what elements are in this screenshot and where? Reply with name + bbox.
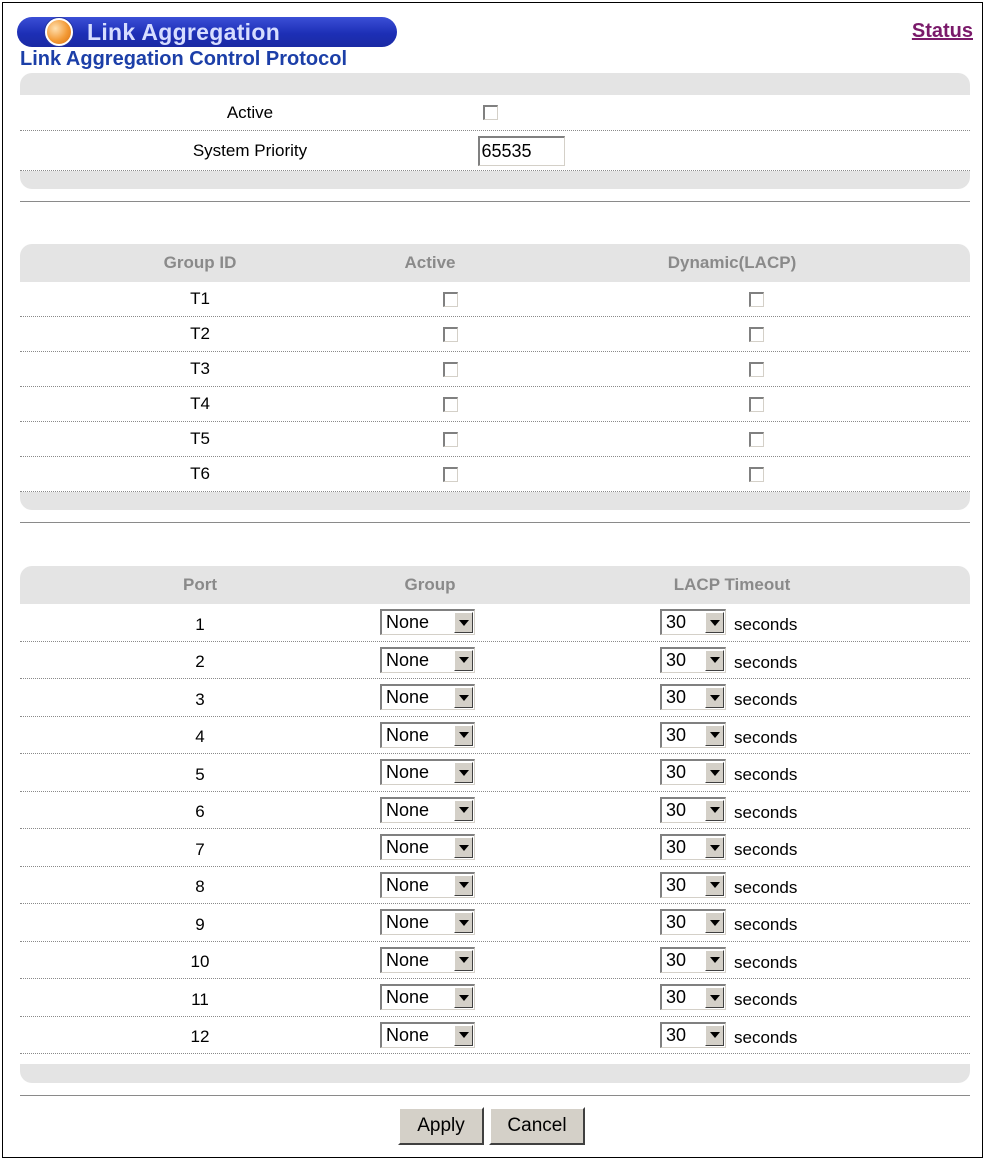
timeout-select-value: 30 — [666, 799, 687, 820]
group-select[interactable] — [380, 609, 475, 635]
dropdown-arrow-icon[interactable] — [705, 762, 724, 783]
timeout-unit: seconds — [734, 652, 798, 672]
timeout-select-value: 30 — [666, 612, 687, 632]
port-number: 12 — [190, 1027, 210, 1047]
port-row — [20, 904, 970, 942]
group-row — [20, 317, 970, 352]
timeout-unit: seconds — [734, 1027, 798, 1047]
timeout-select[interactable] — [660, 984, 726, 1010]
col-group: Group — [404, 575, 456, 594]
dropdown-arrow-icon[interactable] — [454, 725, 473, 746]
group-select-value: None — [386, 837, 430, 857]
port-number: 4 — [195, 727, 205, 747]
group-row — [20, 457, 970, 492]
timeout-select-value: 30 — [666, 649, 687, 670]
timeout-unit: seconds — [734, 990, 798, 1010]
dropdown-arrow-icon[interactable] — [454, 912, 473, 933]
dropdown-arrow-icon[interactable] — [705, 837, 724, 858]
dropdown-arrow-icon[interactable] — [705, 650, 724, 671]
group-select[interactable] — [380, 759, 475, 785]
port-number: 11 — [191, 989, 209, 1009]
port-number: 2 — [195, 652, 205, 672]
active-row — [20, 95, 970, 131]
timeout-select[interactable] — [660, 759, 726, 785]
col-lacp-timeout: LACP Timeout — [673, 575, 791, 594]
timeout-select-value: 30 — [666, 874, 687, 895]
timeout-select-value: 30 — [666, 724, 687, 745]
port-number: 3 — [195, 689, 205, 709]
group-select[interactable] — [380, 834, 475, 860]
group-lacp-checkbox[interactable] — [749, 292, 764, 307]
group-select[interactable] — [380, 684, 475, 710]
timeout-select-value: 30 — [666, 687, 687, 707]
group-id: T3 — [190, 359, 210, 378]
separator-3 — [20, 1095, 970, 1096]
timeout-select[interactable] — [660, 947, 726, 973]
port-number: 9 — [195, 914, 205, 934]
system-priority-row — [20, 131, 970, 171]
page-subtitle: Link Aggregation Control Protocol — [20, 48, 348, 70]
timeout-select[interactable] — [660, 647, 726, 673]
system-settings-panel — [20, 73, 970, 189]
dropdown-arrow-icon[interactable] — [705, 912, 724, 933]
timeout-select-value: 30 — [666, 762, 687, 782]
timeout-unit: seconds — [734, 915, 798, 935]
dropdown-arrow-icon[interactable] — [705, 987, 724, 1008]
port-number: 1 — [195, 614, 205, 634]
group-select-value: None — [386, 687, 430, 707]
col-active: Active — [404, 253, 456, 272]
section-title-banner — [17, 17, 397, 47]
separator-1 — [20, 201, 970, 202]
group-row — [20, 387, 970, 422]
dropdown-arrow-icon[interactable] — [454, 762, 473, 783]
port-row — [20, 942, 970, 980]
dropdown-arrow-icon[interactable] — [454, 1025, 473, 1046]
dropdown-arrow-icon[interactable] — [705, 875, 724, 896]
port-row — [20, 1017, 970, 1055]
orange-bulb-icon — [45, 18, 73, 46]
dropdown-arrow-icon[interactable] — [705, 725, 724, 746]
group-id: T2 — [190, 324, 210, 343]
apply-button[interactable]: Apply — [398, 1107, 484, 1145]
group-select-value: None — [386, 949, 430, 970]
group-active-checkbox[interactable] — [443, 362, 458, 377]
timeout-select[interactable] — [660, 834, 726, 860]
port-row — [20, 717, 970, 755]
port-number: 5 — [195, 764, 205, 784]
trunk-groups-panel — [20, 244, 970, 510]
dropdown-arrow-icon[interactable] — [454, 800, 473, 821]
col-port: Port — [183, 575, 217, 594]
page-title: Link Aggregation — [87, 18, 281, 45]
dropdown-arrow-icon[interactable] — [705, 687, 724, 708]
system-active-checkbox[interactable] — [483, 105, 498, 120]
timeout-unit: seconds — [734, 615, 798, 635]
ports-panel — [20, 566, 970, 1083]
groups-header — [20, 244, 970, 282]
group-select[interactable] — [380, 909, 475, 935]
group-select-value: None — [386, 649, 430, 670]
group-select-value: None — [386, 987, 430, 1007]
group-select-value: None — [386, 724, 430, 745]
timeout-unit: seconds — [734, 727, 798, 747]
group-select[interactable] — [380, 647, 475, 673]
group-select[interactable] — [380, 797, 475, 823]
dropdown-arrow-icon[interactable] — [705, 800, 724, 821]
dropdown-arrow-icon[interactable] — [454, 875, 473, 896]
group-select-value: None — [386, 762, 430, 782]
port-row — [20, 679, 970, 717]
timeout-unit: seconds — [734, 690, 798, 710]
separator-2 — [20, 522, 970, 523]
system-priority-input[interactable]: 65535 — [478, 136, 565, 166]
group-id: T4 — [190, 394, 210, 413]
active-label: Active — [226, 102, 274, 122]
group-select[interactable] — [380, 1022, 475, 1048]
timeout-select[interactable] — [660, 797, 726, 823]
timeout-unit: seconds — [734, 802, 798, 822]
group-select-value: None — [386, 912, 430, 932]
dropdown-arrow-icon[interactable] — [454, 650, 473, 671]
timeout-select-value: 30 — [666, 912, 687, 932]
col-group-id: Group ID — [163, 253, 237, 272]
dropdown-arrow-icon[interactable] — [454, 950, 473, 971]
port-number: 7 — [195, 839, 205, 859]
group-active-checkbox[interactable] — [443, 397, 458, 412]
group-select-value: None — [386, 1024, 430, 1045]
port-row — [20, 867, 970, 905]
group-active-checkbox[interactable] — [443, 432, 458, 447]
dropdown-arrow-icon[interactable] — [454, 837, 473, 858]
group-id: T1 — [190, 289, 210, 308]
timeout-select-value: 30 — [666, 837, 687, 857]
group-select[interactable] — [380, 722, 475, 748]
group-id: T5 — [190, 429, 210, 448]
dropdown-arrow-icon[interactable] — [454, 612, 473, 633]
group-row — [20, 422, 970, 457]
group-row — [20, 282, 970, 317]
port-row — [20, 792, 970, 830]
timeout-select[interactable] — [660, 1022, 726, 1048]
group-lacp-checkbox[interactable] — [749, 327, 764, 342]
status-link[interactable]: Status — [911, 20, 973, 42]
system-priority-label: System Priority — [192, 140, 308, 160]
timeout-select-value: 30 — [666, 1024, 687, 1045]
timeout-unit: seconds — [734, 877, 798, 897]
timeout-select[interactable] — [660, 684, 726, 710]
dropdown-arrow-icon[interactable] — [705, 612, 724, 633]
group-select[interactable] — [380, 947, 475, 973]
group-active-checkbox[interactable] — [443, 327, 458, 342]
cancel-button[interactable]: Cancel — [489, 1107, 585, 1145]
group-row — [20, 352, 970, 387]
group-active-checkbox[interactable] — [443, 292, 458, 307]
group-lacp-checkbox[interactable] — [749, 362, 764, 377]
group-select-value: None — [386, 612, 430, 632]
ports-header — [20, 566, 970, 604]
dropdown-arrow-icon[interactable] — [454, 987, 473, 1008]
port-number: 10 — [190, 952, 210, 972]
port-row — [20, 754, 970, 792]
port-row — [20, 979, 970, 1017]
timeout-unit: seconds — [734, 840, 798, 860]
timeout-select-value: 30 — [666, 949, 687, 970]
port-number: 8 — [195, 877, 205, 897]
port-row — [20, 642, 970, 680]
port-number: 6 — [195, 802, 205, 822]
group-lacp-checkbox[interactable] — [749, 467, 764, 482]
group-active-checkbox[interactable] — [443, 467, 458, 482]
group-lacp-checkbox[interactable] — [749, 397, 764, 412]
group-select-value: None — [386, 874, 430, 895]
timeout-unit: seconds — [734, 952, 798, 972]
timeout-select[interactable] — [660, 909, 726, 935]
col-dynamic-lacp: Dynamic(LACP) — [667, 253, 797, 272]
group-id: T6 — [190, 464, 210, 483]
group-select[interactable] — [380, 984, 475, 1010]
group-lacp-checkbox[interactable] — [749, 432, 764, 447]
dropdown-arrow-icon[interactable] — [705, 1025, 724, 1046]
timeout-select[interactable] — [660, 609, 726, 635]
group-select-value: None — [386, 799, 430, 820]
timeout-unit: seconds — [734, 765, 798, 785]
timeout-select[interactable] — [660, 872, 726, 898]
timeout-select-value: 30 — [666, 987, 687, 1007]
port-row — [20, 604, 970, 642]
group-select[interactable] — [380, 872, 475, 898]
timeout-select[interactable] — [660, 722, 726, 748]
port-row — [20, 829, 970, 867]
dropdown-arrow-icon[interactable] — [705, 950, 724, 971]
dropdown-arrow-icon[interactable] — [454, 687, 473, 708]
